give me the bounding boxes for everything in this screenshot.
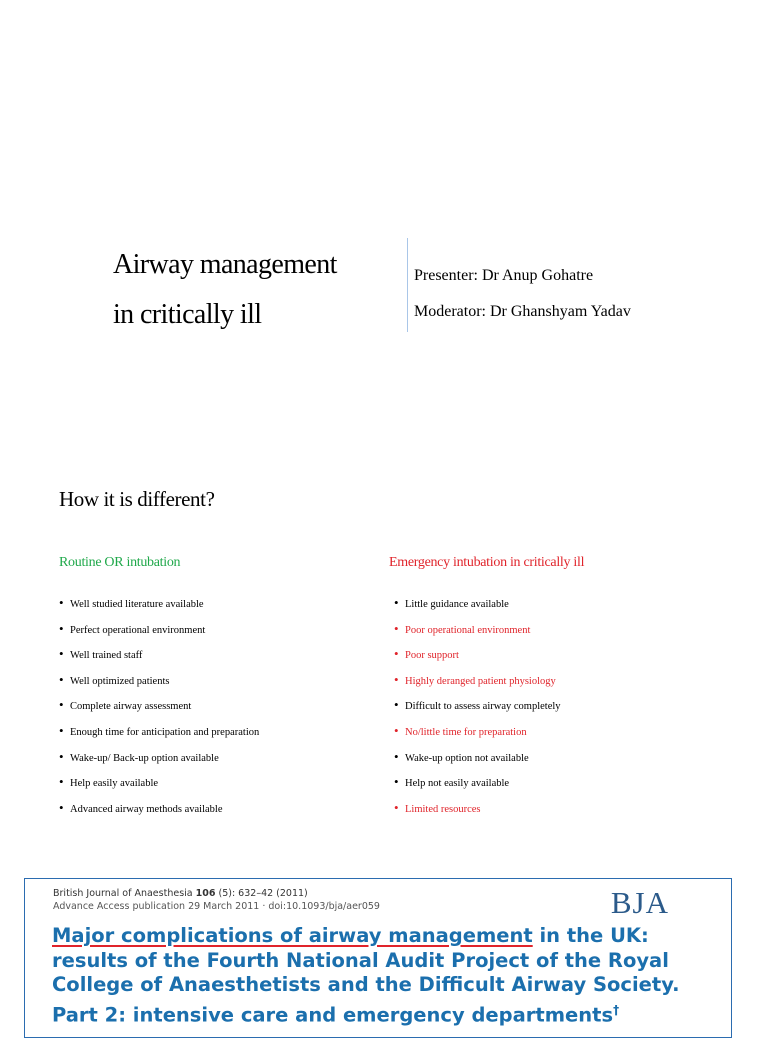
title-divider	[407, 238, 408, 332]
moderator-name: Moderator: Dr Ghanshyam Yadav	[414, 303, 631, 320]
journal-volume: 106	[195, 888, 216, 899]
journal-name: British Journal of Anaesthesia	[53, 888, 196, 899]
presenter-block	[414, 258, 734, 330]
dagger-mark: †	[613, 1002, 620, 1017]
paper-title-underlined: Major complications of airway management	[52, 924, 533, 947]
list-item: • Highly deranged patient physiology	[394, 673, 734, 699]
section-heading: How it is different?	[59, 487, 215, 511]
paper-excerpt	[24, 878, 732, 1038]
journal-citation	[53, 888, 308, 899]
list-item: • Poor operational environment	[394, 622, 734, 648]
emergency-list	[394, 596, 734, 826]
list-item: • Limited resources	[394, 801, 734, 827]
paper-title-rest: in the UK: results of the Fourth National Audit Project of the Royal College of Anaesthetists and the Difficult Airway Society. Part 2: intensive care and emergency departments	[52, 924, 680, 1026]
list-item: • Advanced airway methods available	[59, 801, 379, 827]
list-item: • Well optimized patients	[59, 673, 379, 699]
list-item: • Little guidance available	[394, 596, 734, 622]
slide-title-line-2: in critically ill	[113, 299, 262, 330]
bja-logo: BJA	[610, 885, 669, 920]
list-item: • Wake-up/ Back-up option available	[59, 750, 379, 776]
advance-access-line: Advance Access publication 29 March 2011 · doi:10.1093/bja/aer059	[53, 901, 380, 912]
paper-title	[52, 924, 712, 1028]
presenter-name: Presenter: Dr Anup Gohatre	[414, 267, 594, 284]
routine-heading: Routine OR intubation	[59, 555, 181, 570]
list-item: • Well studied literature available	[59, 596, 379, 622]
list-item: • No/little time for preparation	[394, 724, 734, 750]
list-item: • Poor support	[394, 647, 734, 673]
list-item: • Well trained staff	[59, 647, 379, 673]
journal-issue: (5): 632–42 (2011)	[215, 888, 308, 899]
list-item: • Enough time for anticipation and preparation	[59, 724, 379, 750]
list-item: • Difficult to assess airway completely	[394, 698, 734, 724]
slide-title-line-1: Airway management	[113, 249, 337, 280]
routine-list	[59, 596, 379, 826]
list-item: • Wake-up option not available	[394, 750, 734, 776]
list-item: • Help easily available	[59, 775, 379, 801]
emergency-heading: Emergency intubation in critically ill	[389, 555, 585, 570]
list-item: • Perfect operational environment	[59, 622, 379, 648]
list-item: • Help not easily available	[394, 775, 734, 801]
slide-title	[113, 240, 398, 340]
list-item: • Complete airway assessment	[59, 698, 379, 724]
